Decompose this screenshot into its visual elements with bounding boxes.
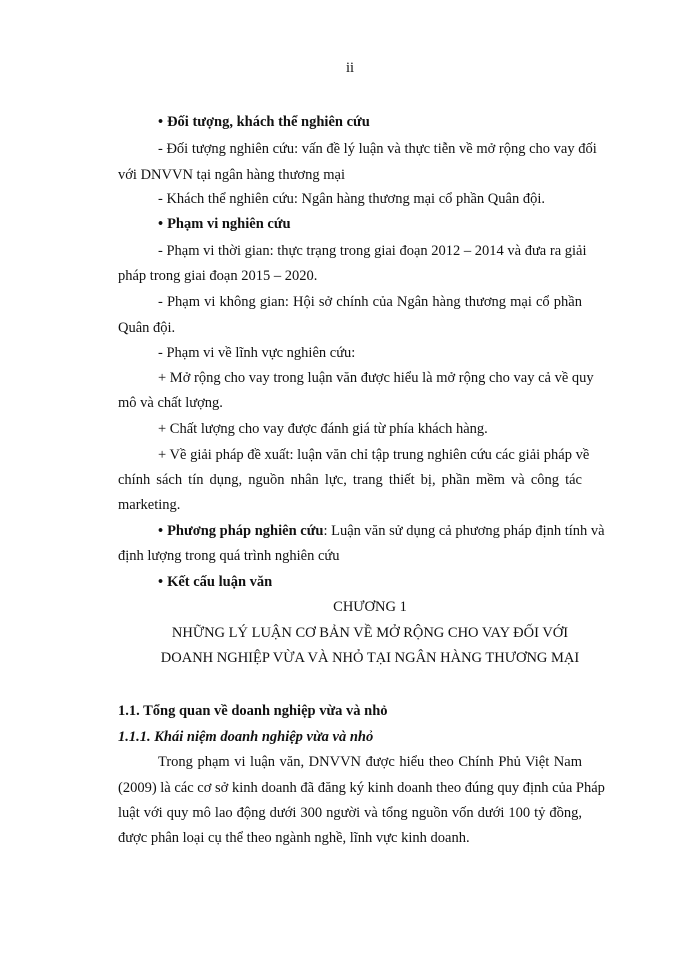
chapter-number: CHƯƠNG 1: [333, 599, 407, 615]
paragraph-line: Trong phạm vi luận văn, DNVVN được hiểu theo Chính Phủ Việt Nam: [158, 754, 582, 770]
heading-subjects: [158, 112, 370, 132]
paragraph-line: marketing.: [118, 497, 181, 513]
chapter-title-line2: DOANH NGHIỆP VỪA VÀ NHỎ TẠI NGÂN HÀNG THƯƠNG MẠI: [160, 650, 580, 666]
paragraph-line: định lượng trong quá trình nghiên cứu: [118, 548, 340, 564]
method-line: [158, 521, 605, 541]
section-heading-1-1-1: 1.1.1. Khái niệm doanh nghiệp vừa và nhỏ: [118, 729, 374, 745]
bullet-icon: •: [158, 574, 164, 590]
heading-subjects-text: Đối tượng, khách thể nghiên cứu: [167, 114, 370, 130]
bullet-icon: •: [158, 216, 164, 232]
heading-scope: [158, 214, 291, 234]
paragraph-line: Quân đội.: [118, 320, 176, 336]
heading-structure-text: Kết cấu luận văn: [167, 574, 273, 590]
chapter-title-line1: NHỮNG LÝ LUẬN CƠ BẢN VỀ MỞ RỘNG CHO VAY ĐỐI VỚI: [171, 625, 569, 641]
paragraph-line: - Phạm vi về lĩnh vực nghiên cứu:: [158, 345, 356, 361]
paragraph-line: + Mở rộng cho vay trong luận văn được hiểu là mở rộng cho vay cả về quy: [158, 370, 594, 386]
paragraph-line: + Về giải pháp đề xuất: luận văn chỉ tập trung nghiên cứu các giải pháp về: [158, 447, 590, 463]
paragraph-line: với DNVVN tại ngân hàng thương mại: [118, 167, 345, 183]
paragraph-line: - Phạm vi thời gian: thực trạng trong giai đoạn 2012 – 2014 và đưa ra giải: [158, 243, 587, 259]
section-heading-1-1: 1.1. Tổng quan về doanh nghiệp vừa và nhỏ: [118, 703, 388, 719]
heading-structure: [158, 572, 272, 592]
bullet-icon: •: [158, 114, 164, 130]
paragraph-line: được phân loại cụ thể theo ngành nghề, lĩnh vực kinh doanh.: [118, 830, 470, 846]
paragraph-line: - Phạm vi không gian: Hội sở chính của Ngân hàng thương mại cổ phần: [158, 294, 582, 310]
paragraph-line: luật với quy mô lao động dưới 300 người và tổng nguồn vốn dưới 100 tỷ đồng,: [118, 805, 582, 821]
paragraph-line: chính sách tín dụng, nguồn nhân lực, trang thiết bị, phần mềm và công tác: [118, 472, 582, 488]
method-text: : Luận văn sử dụng cả phương pháp định tính và: [323, 523, 605, 539]
method-label: Phương pháp nghiên cứu: [167, 523, 324, 539]
paragraph-line: - Đối tượng nghiên cứu: vấn đề lý luận và thực tiễn về mở rộng cho vay đối: [158, 141, 597, 157]
paragraph-line: + Chất lượng cho vay được đánh giá từ phía khách hàng.: [158, 421, 488, 437]
paragraph-line: - Khách thể nghiên cứu: Ngân hàng thương mại cổ phần Quân đội.: [158, 191, 545, 207]
page-number: ii: [345, 60, 355, 76]
bullet-icon: •: [158, 523, 164, 539]
paragraph-line: pháp trong giai đoạn 2015 – 2020.: [118, 268, 318, 284]
heading-scope-text: Phạm vi nghiên cứu: [167, 216, 291, 232]
paragraph-line: mô và chất lượng.: [118, 395, 223, 411]
paragraph-line: (2009) là các cơ sở kinh doanh đã đăng ký kinh doanh theo đúng quy định của Pháp: [118, 780, 605, 796]
